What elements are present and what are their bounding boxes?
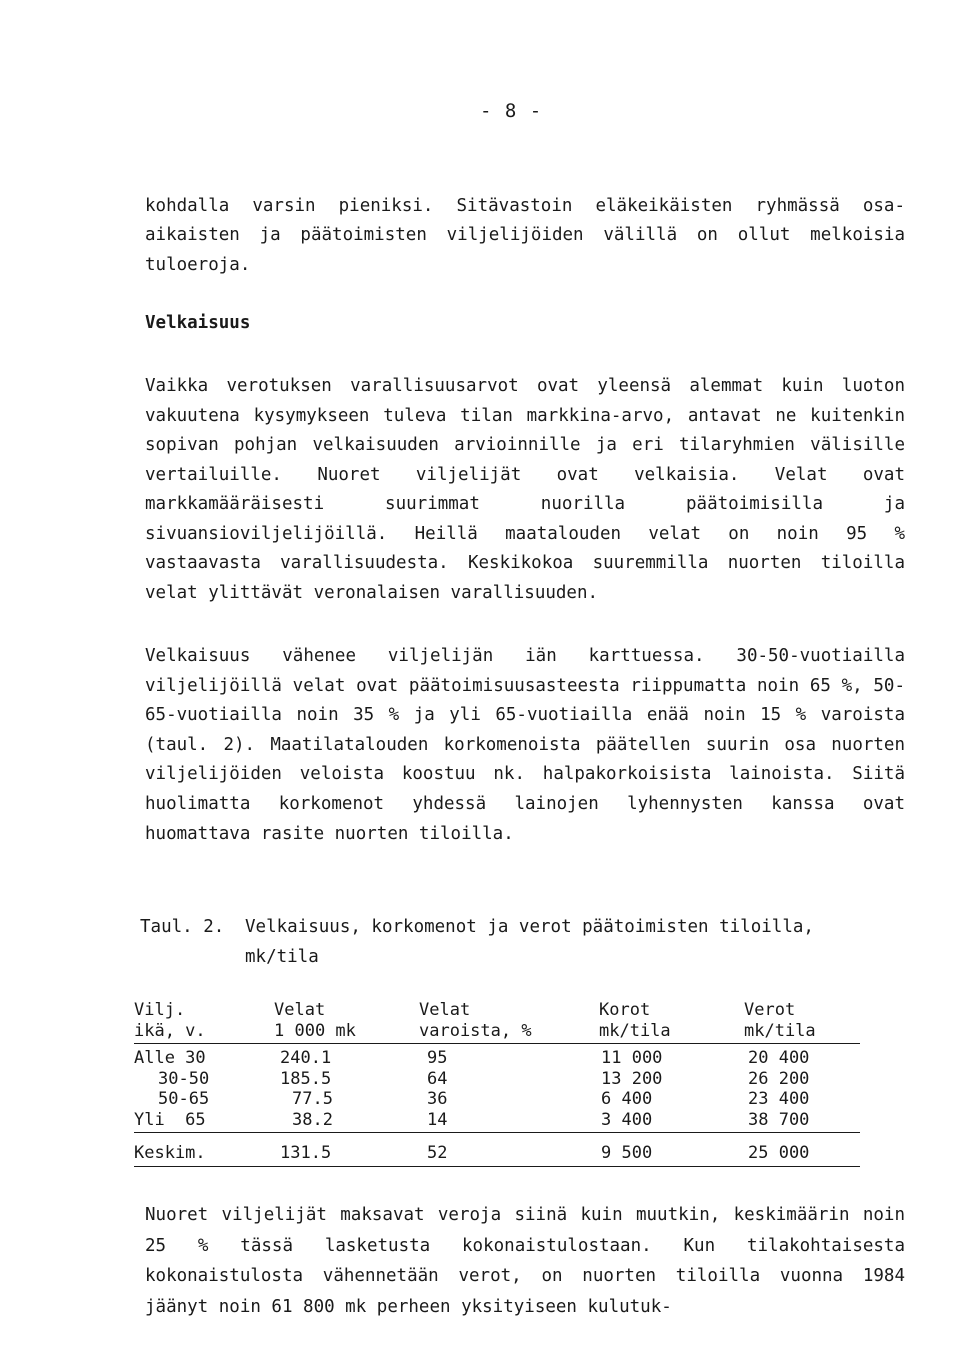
paragraph-intro: kohdalla varsin pieniksi. Sitävastoin eläkeikäisten ryhmässä osa-aikaisten ja päätoimisten viljelijöiden välillä on ollut melkoisia tuloeroja.: [145, 196, 905, 275]
paragraph-taxes: Nuoret viljelijät maksavat veroja siinä kuin muutkin, keskimäärin noin 25 % tässä lasketusta kokonaistulostaan. Kun tilakohtaisesta kokonaistulosta vähennetään verot, on nuorten tiloilla vuonna 1984 jäänyt noin 61 800 mk perheen yksityiseen kulutuk-: [145, 1205, 905, 1317]
table-cell: 64: [427, 1068, 448, 1089]
table-total-row: [134, 1133, 860, 1167]
paragraph-age: Velkaisuus vähenee viljelijän iän karttuessa. 30-50-vuotiailla viljelijöillä velat ovat päätoimisuusasteesta riippumatta noin 65 %, 50-65-vuotiailla noin 35 % ja yli 65-vuotiailla enää noin 15 % varoista (taul. 2). Maatilatalouden korkomenoista päätellen suurin osa nuorten viljelijöiden veloista koostuu nk. halpakorkoisista lainoista. Siitä huolimatta korkomenot yhdessä lainojen lyhennysten kanssa ovat huomattava rasite nuorten tiloilla.: [145, 646, 905, 844]
table-cell: 185.5: [280, 1068, 332, 1089]
table-cell: 13 200: [601, 1068, 663, 1089]
table-row: [134, 1089, 860, 1110]
table-cell: 20 400: [748, 1048, 810, 1068]
table-cell: 14: [419, 1110, 599, 1133]
table-cell: 11 000: [601, 1048, 663, 1068]
table-cell: 25 000: [744, 1133, 860, 1167]
table-cell: 38.2: [274, 1110, 419, 1133]
header-cell: mk/tila: [599, 1021, 744, 1044]
table-cell: Keskim.: [134, 1133, 274, 1167]
header-cell: Vilj.: [134, 1000, 186, 1020]
section-heading: Velkaisuus: [145, 313, 251, 333]
table-cell: 26 200: [748, 1068, 810, 1089]
header-cell: Korot: [599, 1000, 651, 1020]
table-row: [134, 1069, 860, 1090]
table-cell: 3 400: [599, 1110, 744, 1133]
table-cell: 77.5: [292, 1089, 333, 1109]
header-cell: mk/tila: [744, 1021, 860, 1044]
table-cell: 131.5: [274, 1133, 419, 1167]
table-header-row-bottom: [134, 1021, 860, 1044]
table-row: [134, 1044, 860, 1069]
table-cell: 9 500: [599, 1133, 744, 1167]
page-number: - 8 -: [480, 100, 543, 122]
table-cell: 38 700: [744, 1110, 860, 1133]
table-cell: 23 400: [748, 1089, 810, 1109]
table-cell: 95: [427, 1048, 448, 1068]
table-cell: 52: [419, 1133, 599, 1167]
header-cell: Velat: [419, 1000, 471, 1020]
header-cell: 1 000 mk: [274, 1021, 419, 1044]
table-caption: [140, 912, 814, 972]
table-cell: Alle 30: [134, 1048, 206, 1068]
table-row: [134, 1110, 860, 1133]
header-cell: Velat: [274, 1000, 326, 1020]
table-cell: 240.1: [280, 1048, 332, 1068]
table-cell: Yli 65: [134, 1110, 274, 1133]
table-header-row-top: [134, 1000, 860, 1021]
table-cell: 50-65: [158, 1089, 210, 1109]
table-cell: 6 400: [601, 1089, 653, 1109]
table-caption-line1: Velkaisuus, korkomenot ja verot päätoimisten tiloilla,: [245, 917, 814, 937]
paragraph-velkaisuus: Vaikka verotuksen varallisuusarvot ovat yleensä alemmat kuin luoton vakuutena kysymykseen tuleva tilan markkina-arvo, antavat ne kuitenkin sopivan pohjan velkaisuuden arvioinnille ja eri tilaryhmien välisille vertailuille. Nuoret viljelijät ovat velkaisia. Velat ovat markkamääräisesti suurimmat nuorilla päätoimisilla ja sivuansioviljelijöillä. Heillä maatalouden velat on noin 95 % vastaavasta varallisuudesta. Keskikokoa suuremmilla nuorten tiloilla velat ylittävät veronalaisen varallisuuden.: [145, 376, 905, 603]
table-cell: 36: [427, 1089, 448, 1109]
header-cell: Verot: [744, 1000, 796, 1020]
header-cell: varoista, %: [419, 1021, 599, 1044]
table-caption-line2: mk/tila: [245, 947, 319, 967]
debt-table: [134, 1000, 860, 1167]
table-cell: 30-50: [158, 1068, 210, 1089]
header-cell: ikä, v.: [134, 1021, 274, 1044]
table-caption-number: Taul. 2.: [140, 917, 225, 937]
